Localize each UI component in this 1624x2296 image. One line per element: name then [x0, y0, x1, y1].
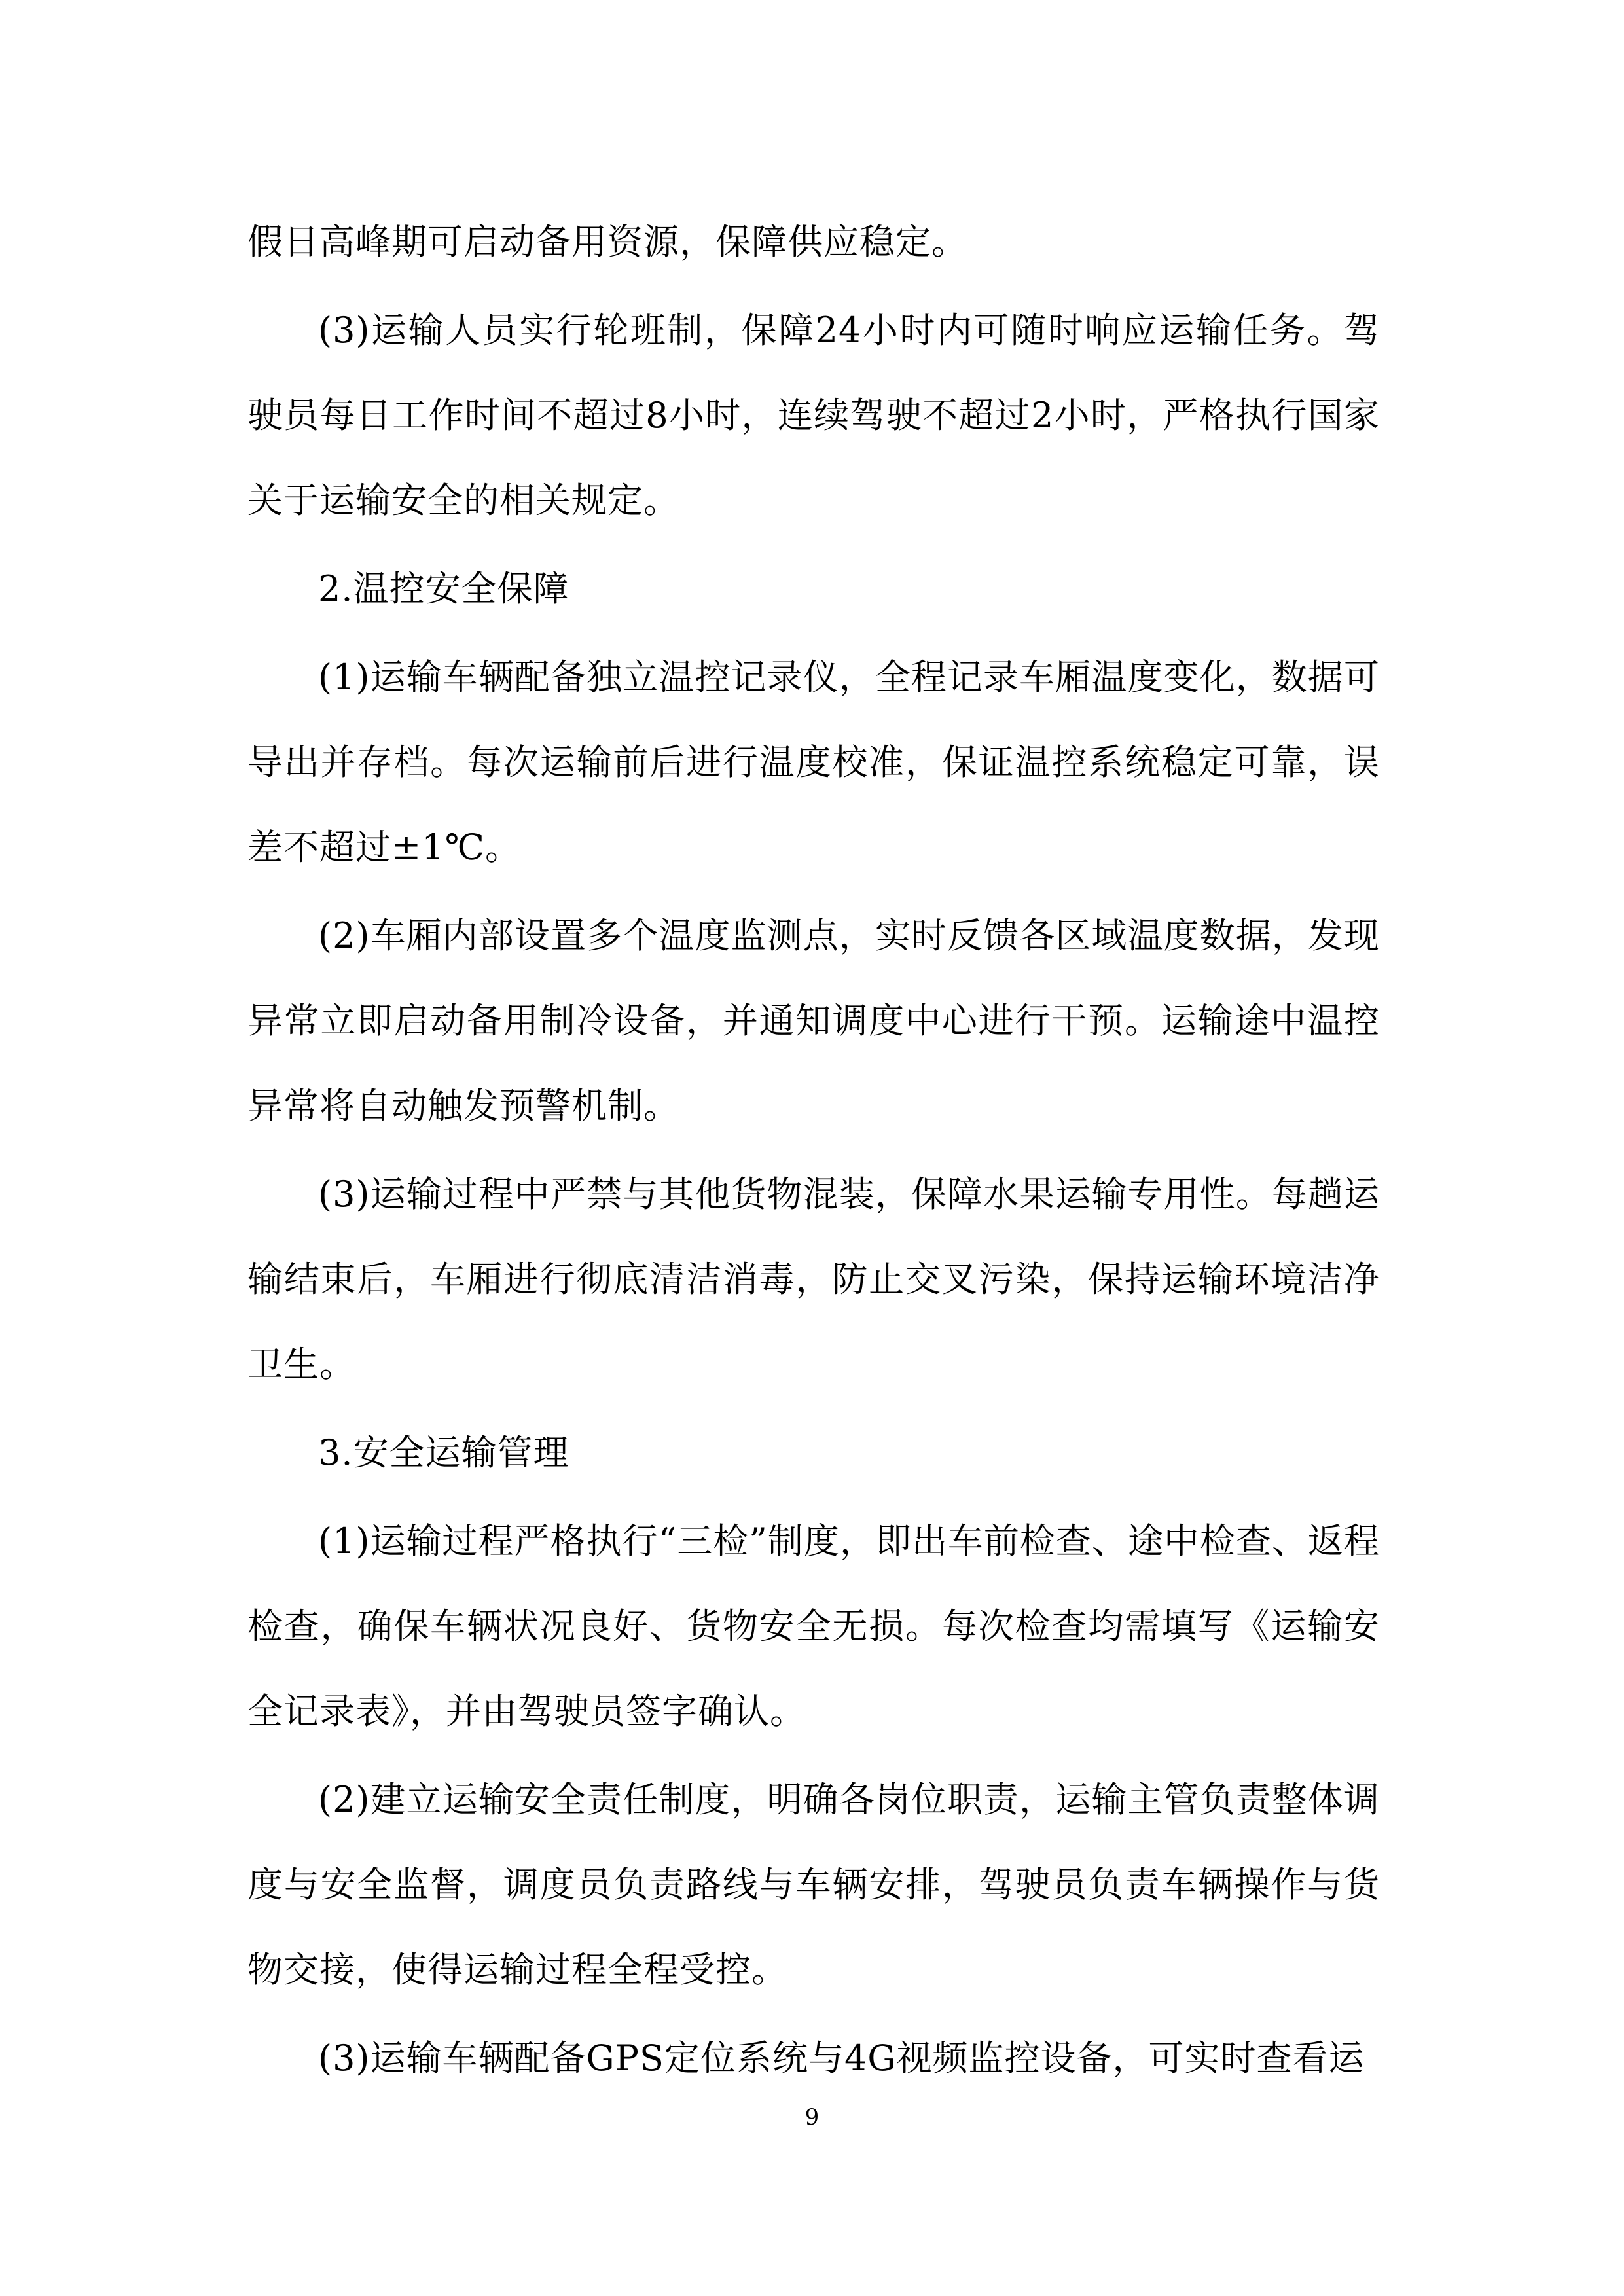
paragraph-gps-monitoring: (3)运输车辆配备GPS定位系统与4G视频监控设备，可实时查看运 — [318, 2037, 1365, 2079]
paragraph-continuation: 假日高峰期可启动备用资源，保障供应稳定。 — [247, 221, 967, 262]
paragraph-responsibility-system: (2)建立运输安全责任制度，明确各岗位职责，运输主管负责整体调度与安全监督，调度员负责路线与车辆安排，驾驶员负责车辆操作与货物交接，使得运输过程全程受控。 — [247, 1779, 1380, 1990]
page-number: 9 — [804, 2104, 820, 2130]
paragraph-three-checks: (1)运输过程严格执行“三检”制度，即出车前检查、途中检查、返程检查，确保车辆状况良好、货物安全无损。每次检查均需填写《运输安全记录表》，并由驾驶员签字确认。 — [247, 1520, 1380, 1732]
paragraph-temperature-recorder: (1)运输车辆配备独立温控记录仪，全程记录车厢温度变化，数据可导出并存档。每次运输前后进行温度校准，保证温控系统稳定可靠，误差不超过±1℃。 — [247, 656, 1380, 868]
document-body — [247, 200, 1380, 2104]
paragraph-no-mixed-cargo: (3)运输过程中严禁与其他货物混装，保障水果运输专用性。每趟运输结束后，车厢进行彻底清洁消毒，防止交叉污染，保持运输环境洁净卫生。 — [247, 1174, 1380, 1385]
section-heading-safe-transport: 3.安全运输管理 — [318, 1432, 569, 1473]
paragraph-monitoring-points: (2)车厢内部设置多个温度监测点，实时反馈各区域温度数据，发现异常立即启动备用制冷设备，并通知调度中心进行干预。运输途中温控异常将自动触发预警机制。 — [247, 915, 1380, 1126]
paragraph-staff-shifts: (3)运输人员实行轮班制，保障24小时内可随时响应运输任务。驾驶员每日工作时间不超过8小时，连续驾驶不超过2小时，严格执行国家关于运输安全的相关规定。 — [247, 310, 1380, 521]
section-heading-temperature-control: 2.温控安全保障 — [318, 568, 569, 609]
